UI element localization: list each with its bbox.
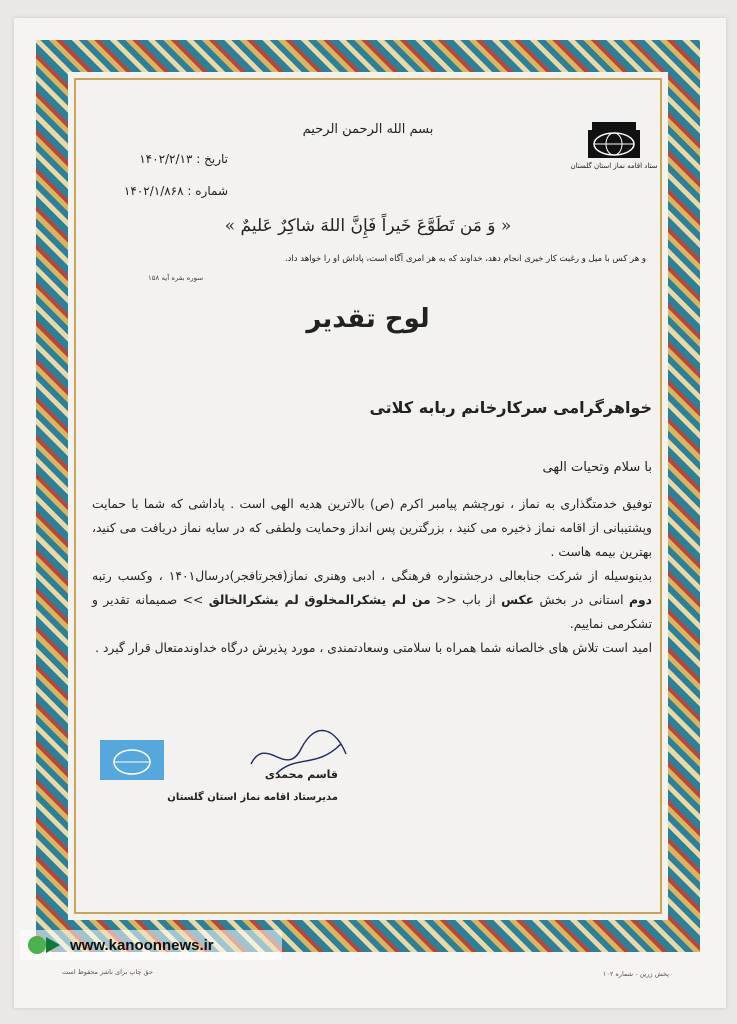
rank-value: دوم — [629, 593, 652, 607]
quran-verse: « وَ مَن تَطَوَّعَ خَیراً فَإِنَّ اللهَ شاکِرٌ عَلیمٌ » — [224, 216, 512, 236]
certificate-content — [80, 84, 656, 910]
watermark-url: www.kanoonnews.ir — [70, 936, 214, 954]
signatory-name: قاسم محمدی — [264, 768, 338, 781]
verse-reference: سوره بقره آیه ۱۵۸ — [148, 274, 204, 282]
work-title: من لم یشکرالمخلوق لم یشکرالخالق — [208, 593, 431, 607]
certificate-title: لوح تقدیر — [306, 304, 430, 334]
body-paragraph-3: امید است تلاش های خالصانه شما همراه با سلامتی وسعادتمندی ، مورد پذیرش درگاه خداوندمتعال قرار گیرد . — [95, 641, 652, 655]
date-value: ۱۴۰۲/۲/۱۳ — [139, 152, 193, 166]
footer-copyright: حق چاپ برای ناشر محفوظ است — [62, 968, 153, 976]
body-paragraph-2 — [92, 564, 652, 636]
body-paragraph-1: توفیق خدمتگذاری به نماز ، نورچشم پیامبر اکرم (ص) بالاترین هدیه الهی است . پاداشی که شما با حمایت وپشتیبانی از اقامه نماز ذخیره می کنید ، بزرگترین پس انداز وحمایت ولطفی که در سایه نماز دریافت می کنید، بهترین بیمه هاست . — [92, 497, 652, 559]
body-p2-text: بدینوسیله از شرکت جنابعالی درجشنواره فرهنگی ، ادبی وهنری نماز(فجرتافجر)درسال۱۴۰۱ ، وکسب رتبه — [92, 569, 653, 583]
body-p2-text: از باب << — [436, 593, 496, 607]
number-label: شماره : — [187, 184, 228, 198]
body-p2-text: >> صمیمانه تقدیر و تشکرمی نماییم. — [92, 593, 652, 631]
number-line — [124, 184, 228, 198]
verse-translation: و هر کس با میل و رغبت کار خیری انجام دهد، خداوند که به هر امری آگاه است، پاداش او را خواهد داد. — [284, 254, 646, 264]
date-line — [139, 152, 228, 166]
kanoon-logo-icon — [26, 933, 62, 957]
recipient-name: خواهرگرامی سرکارخانم ربابه کلاتی — [369, 398, 652, 417]
footer-printer: پخش زرین - شماره ۱۰۲ — [602, 970, 669, 978]
number-value: ۱۴۰۲/۱/۸۶۸ — [123, 184, 184, 198]
site-watermark — [20, 930, 282, 960]
greeting: با سلام وتحیات الهی — [542, 460, 652, 475]
official-stamp — [92, 734, 172, 814]
body-p2-text: استانی در بخش — [539, 593, 624, 607]
logo-caption: ستاد اقامه نماز استان گلستان — [570, 162, 658, 170]
bismillah-heading: بسم الله الرحمن الرحیم — [302, 122, 434, 137]
certificate-body — [92, 492, 652, 660]
section-value: عکس — [501, 593, 534, 607]
signatory-title: مدیرستاد اقامه نماز استان گلستان — [167, 792, 338, 803]
date-label: تاریخ : — [196, 152, 228, 166]
